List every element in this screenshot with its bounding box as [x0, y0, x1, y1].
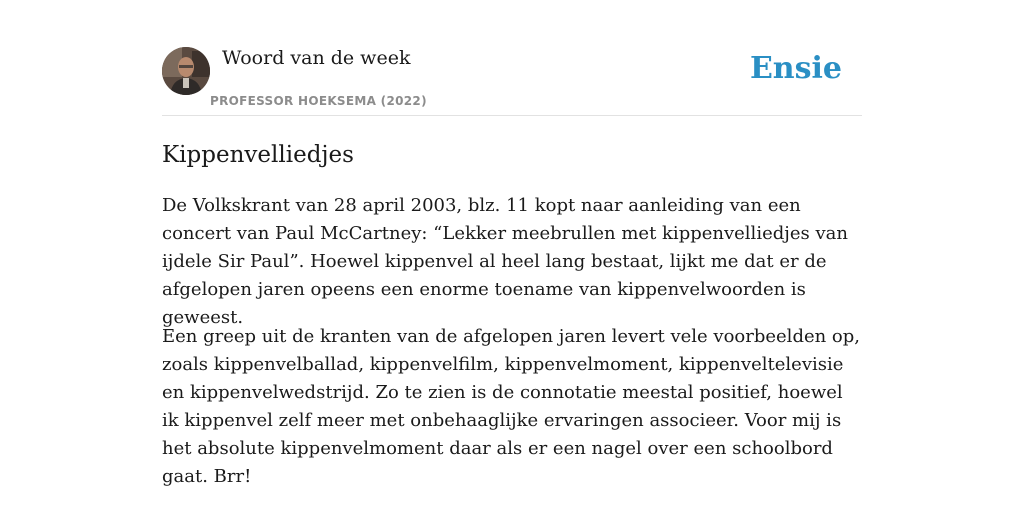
article-card — [162, 0, 862, 512]
series-title[interactable]: Woord van de week — [222, 47, 411, 69]
author-avatar[interactable] — [162, 47, 210, 95]
article-header — [162, 0, 862, 116]
article-paragraph-2: Een greep uit de kranten van de afgelopen jaren levert vele voorbeelden op, zoals kippenvelballad, kippenvelfilm, kippenvelmoment, kippenveltelevisie en kippenvelwedstrijd. Zo te zien is de connotatie meestal positief, hoewel ik kippenvel zelf meer met onbehaaglijke ervaringen associeer. Voor mij is het absolute kippenvelmoment daar als er een nagel over een schoolbord gaat. Brr! — [162, 326, 861, 487]
ensie-logo[interactable]: Ensie — [749, 51, 842, 86]
author-photo — [162, 47, 210, 95]
article-title: Kippenvelliedjes — [162, 142, 354, 168]
author-name[interactable]: PROFESSOR HOEKSEMA (2022) — [210, 94, 427, 108]
article-paragraph-1: De Volkskrant van 28 april 2003, blz. 11 kopt naar aanleiding van een concert van Paul McCartney: “Lekker meebrullen met kippenvelliedjes van ijdele Sir Paul”. Hoewel kippenvel al heel lang bestaat, lijkt me dat er de afgelopen jaren opeens een enorme toename van kippenvelwoorden is geweest. — [162, 195, 848, 328]
